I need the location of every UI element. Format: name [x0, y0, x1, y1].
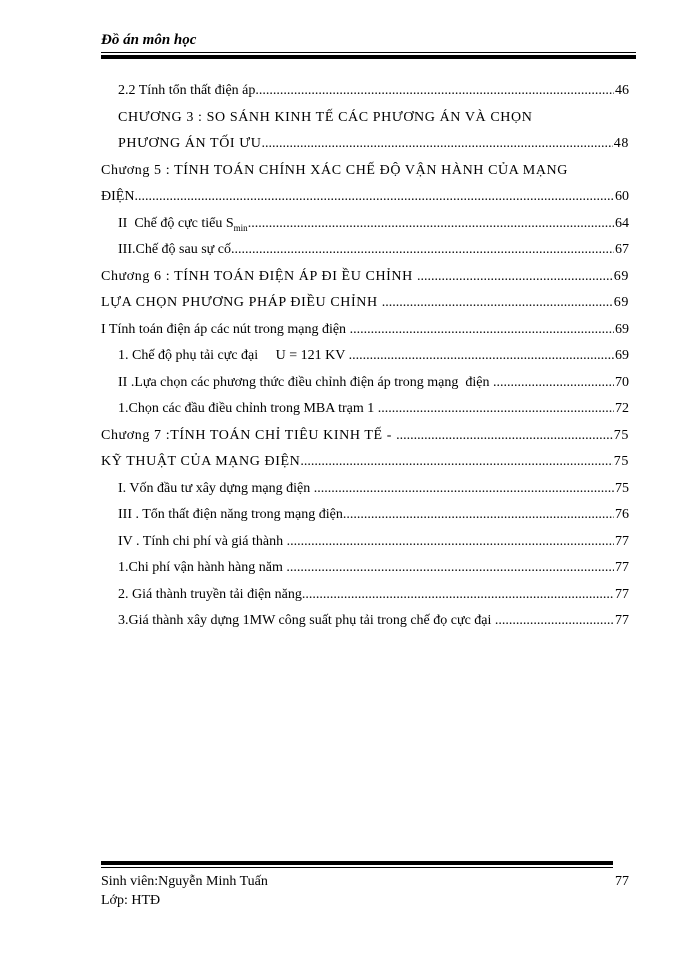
toc-entry[interactable]: Chương 6 : TÍNH TOÁN ĐIỆN ÁP ĐI ỀU CHỈNH ..... 69: [101, 264, 629, 291]
toc-entry[interactable]: 2.2 Tính tổn thất điện áp ..... 46: [101, 78, 629, 105]
leader-dots: [378, 396, 614, 423]
toc-page: 72: [615, 401, 629, 416]
toc-page: 69: [615, 321, 629, 337]
toc-page: 75: [613, 427, 629, 443]
toc-entry[interactable]: II .Lựa chọn các phương thức điều chỉnh điện áp trong mạng điện ..... 70: [101, 370, 629, 397]
page-number: 77: [615, 874, 629, 889]
leader-dots: [261, 131, 612, 158]
leader-dots: [287, 529, 614, 556]
toc-entry[interactable]: III.Chế độ sau sự cố ..... 67: [101, 237, 629, 264]
toc-entry[interactable]: 2. Giá thành truyền tải điện năng ..... 77: [101, 582, 629, 609]
class-label: Lớp: HTĐ: [101, 893, 161, 908]
toc-page: 77: [615, 613, 629, 628]
toc-page: 69: [613, 295, 629, 310]
leader-dots: [286, 555, 614, 582]
leader-dots: [134, 184, 614, 211]
toc-page: 46: [615, 83, 629, 98]
toc-page: 69: [613, 268, 629, 284]
leader-dots: [349, 343, 614, 370]
toc-entry[interactable]: II Chế độ cực tiểu $S_{min}$ ..... 64: [101, 211, 629, 238]
toc-page: 70: [615, 374, 629, 390]
toc-entry[interactable]: Chương 7 :TÍNH TOÁN CHỈ TIÊU KINH TẾ - ..... 75: [101, 423, 629, 450]
toc-page: 75: [615, 480, 629, 496]
toc-entry[interactable]: I. Vốn đầu tư xây dựng mạng điện ..... 75: [101, 476, 629, 503]
toc-entry[interactable]: PHƯƠNG ÁN TỐI ƯU ..... 48: [101, 131, 629, 158]
toc-page: 77: [615, 560, 629, 575]
leader-dots: [231, 237, 614, 264]
page-footer: [101, 872, 629, 910]
toc-entry[interactable]: ĐIỆN ..... 60: [101, 184, 629, 211]
header-rule-thin: [101, 52, 636, 53]
toc-entry[interactable]: 1.Chi phí vận hành hàng năm ..... 77: [101, 555, 629, 582]
toc-page: 60: [615, 189, 629, 204]
toc-entry[interactable]: 3.Giá thành xây dựng 1MW công suất phụ tải trong chế đọ cực đại ..... 77: [101, 608, 629, 635]
leader-dots: [350, 317, 614, 344]
leader-dots: [382, 290, 613, 317]
leader-dots: [495, 608, 614, 635]
leader-dots: [314, 476, 614, 503]
leader-dots: [396, 423, 613, 450]
leader-dots: [248, 211, 614, 238]
leader-dots: [255, 78, 614, 105]
toc-entry[interactable]: LỰA CHỌN PHƯƠNG PHÁP ĐIỀU CHỈNH ..... 69: [101, 290, 629, 317]
toc-page: 76: [615, 507, 629, 522]
student-name: Sinh viên:Nguyễn Minh Tuấn: [101, 874, 268, 889]
toc-page: 64: [615, 215, 629, 231]
toc-entry[interactable]: CHƯƠNG 3 : SO SÁNH KINH TẾ CÁC PHƯƠNG ÁN VÀ CHỌN: [118, 109, 533, 125]
leader-dots: [343, 502, 614, 529]
toc-entry[interactable]: IV . Tính chi phí và giá thành ..... 77: [101, 529, 629, 556]
toc-entry[interactable]: 1. Chế độ phụ tải cực đại U = 121 KV ..... 69: [101, 343, 629, 370]
toc-page: 77: [615, 586, 629, 602]
leader-dots: [417, 264, 613, 291]
toc-page: 75: [613, 454, 629, 469]
table-of-contents: [101, 78, 629, 635]
leader-dots: [300, 449, 612, 476]
toc-entry[interactable]: III . Tổn thất điện năng trong mạng điện ..... 76: [101, 502, 629, 529]
toc-page: 69: [615, 348, 629, 363]
leader-dots: [493, 370, 614, 397]
toc-entry[interactable]: KỸ THUẬT CỦA MẠNG ĐIỆN ..... 75: [101, 449, 629, 476]
header-title: Đồ án môn học: [101, 32, 197, 48]
header-rule-thick: [101, 55, 636, 59]
toc-entry[interactable]: Chương 5 : TÍNH TOÁN CHÍNH XÁC CHẾ ĐỘ VẬN HÀNH CỦA MẠNG: [101, 162, 568, 178]
toc-page: 67: [615, 242, 629, 257]
toc-page: 48: [613, 136, 629, 151]
toc-entry[interactable]: I Tính toán điện áp các nút trong mạng điện ..... 69: [101, 317, 629, 344]
toc-entry[interactable]: 1.Chọn các đầu điều chỉnh trong MBA trạm 1 ..... 72: [101, 396, 629, 423]
footer-rule-thick: [101, 861, 613, 865]
toc-page: 77: [615, 533, 629, 549]
footer-rule-thin: [101, 867, 613, 868]
leader-dots: [302, 582, 614, 609]
